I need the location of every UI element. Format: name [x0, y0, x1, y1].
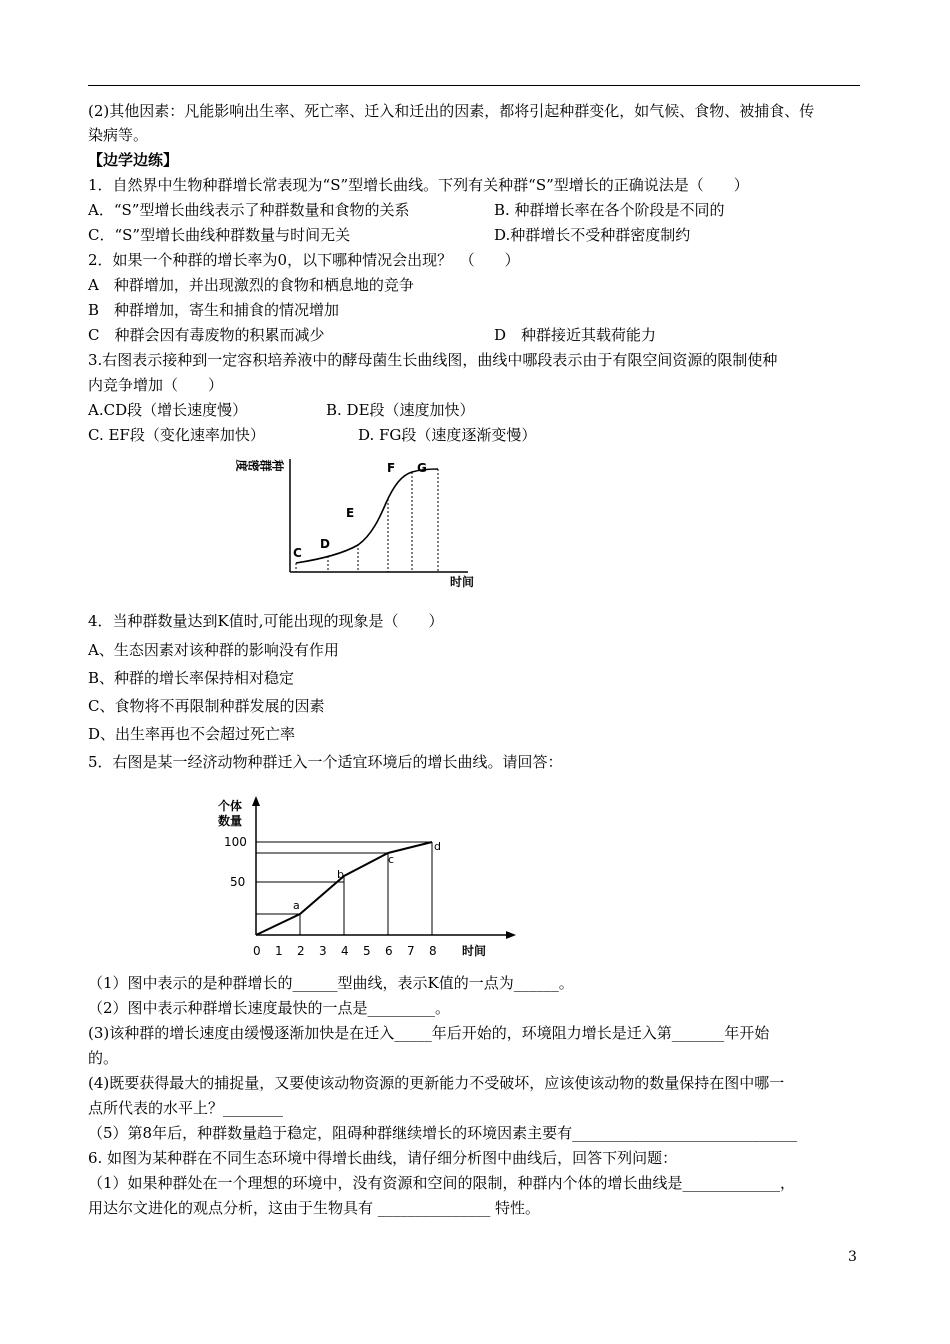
question-4: 4．当种群数量达到K值时,可能出现的现象是（ ）: [88, 612, 444, 630]
x-tick-label: 8: [429, 944, 437, 958]
option-c: C．“S”型增长曲线种群数量与时间无关: [88, 226, 351, 244]
question-2: 2．如果一个种群的增长率为0，以下哪种情况会出现？ （ ）: [88, 251, 520, 269]
y-tick-label: 50: [230, 875, 246, 889]
sub-question: （1）如果种群处在一个理想的环境中，没有资源和空间的限制，种群内个体的增长曲线是_____________，: [88, 1174, 796, 1192]
point-label-c: C: [293, 546, 302, 560]
sub-question: （1）图中表示的是种群增长的______型曲线，表示K值的一点为______。: [88, 974, 574, 992]
option-d: D. FG段（速度逐渐变慢）: [358, 426, 537, 444]
x-tick-label: 5: [363, 944, 371, 958]
sub-question: （5）第8年后，种群数量趋于稳定，阻碍种群继续增长的环境因素主要有______________________________: [88, 1124, 798, 1142]
point-label-d: D: [320, 537, 330, 551]
x-tick-label: 6: [385, 944, 393, 958]
text-line: 内竞争增加（ ）: [88, 376, 224, 394]
point-label-e: E: [346, 506, 355, 520]
y-axis-label: 种群密度: [236, 458, 284, 472]
question-3: 3.右图表示接种到一定容积培养液中的酵母菌生长曲线图，曲线中哪段表示由于有限空间资源的限制使种: [88, 351, 778, 369]
x-axis-label: 时间: [462, 944, 487, 958]
x-tick-label: 2: [297, 944, 305, 958]
text-line: 用达尔文进化的观点分析，这由于生物具有 _______________ 特性。: [88, 1199, 541, 1217]
option-d: D 种群接近其载荷能力: [494, 326, 657, 344]
section-heading: 【边学边练】: [88, 151, 179, 169]
growth-curve-figure: [236, 455, 492, 590]
point-label-f: F: [387, 461, 396, 475]
x-tick-label: 7: [407, 944, 415, 958]
option-b: B. DE段（速度加快）: [326, 401, 475, 419]
option-b: B 种群增加，寄生和捕食的情况增加: [88, 301, 340, 319]
point-label-d: d: [434, 840, 441, 853]
option-a: A.CD段（增长速度慢）: [88, 401, 248, 419]
point-label-b: b: [337, 868, 344, 881]
question-1: 1．自然界中生物种群增长常表现为“S”型增长曲线。下列有关种群“S”型增长的正确说法是（ ）: [88, 176, 749, 194]
x-axis-label: 时间: [450, 575, 475, 589]
y-axis-label: 数量: [218, 814, 243, 828]
header-rule: [88, 85, 860, 86]
point-label-c: c: [388, 853, 395, 866]
x-tick-label: 1: [275, 944, 283, 958]
page-number: 3: [848, 1249, 857, 1265]
question-5: 5．右图是某一经济动物种群迁入一个适宜环境后的增长曲线。请回答：: [88, 753, 563, 771]
option-b: B、种群的增长率保持相对稳定: [88, 669, 295, 687]
s-curve: [296, 469, 438, 563]
y-axis-label: 个体: [218, 799, 243, 813]
sub-question: (4)既要获得最大的捕捉量，又要使该动物资源的更新能力不受破坏，应该使该动物的数量保持在图中哪一: [88, 1074, 785, 1092]
option-b: B. 种群增长率在各个阶段是不同的: [494, 201, 725, 219]
text-line: 点所代表的水平上？________: [88, 1099, 284, 1117]
question-6: 6. 如图为某种群在不同生态环境中得增长曲线，请仔细分析图中曲线后，回答下列问题：: [88, 1149, 678, 1167]
sub-question: (3)该种群的增长速度由缓慢逐渐加快是在迁入_____年后开始的，环境阻力增长是迁入第_______年开始: [88, 1024, 770, 1042]
sub-question: （2）图中表示种群增长速度最快的一点是_________。: [88, 999, 451, 1017]
text-line: (2)其他因素：凡能影响出生率、死亡率、迁入和迁出的因素，都将引起种群变化，如气候、食物、被捕食、传: [88, 102, 815, 120]
text-line: 染病等。: [88, 126, 149, 144]
point-label-a: a: [293, 899, 300, 912]
x-tick-label: 4: [341, 944, 349, 958]
option-a: A 种群增加，并出现激烈的食物和栖息地的竞争: [88, 276, 414, 294]
x-tick-label: 3: [319, 944, 327, 958]
option-d: D.种群增长不受种群密度制约: [494, 226, 691, 244]
x-tick-label: 0: [253, 944, 261, 958]
point-label-g: G: [417, 461, 427, 475]
text-line: 的。: [88, 1049, 119, 1067]
option-d: D、出生率再也不会超过死亡率: [88, 725, 296, 743]
option-a: A．“S”型增长曲线表示了种群数量和食物的关系: [88, 201, 410, 219]
y-tick-label: 100: [224, 835, 247, 849]
option-a: A、生态因素对该种群的影响没有作用: [88, 641, 339, 659]
option-c: C、食物将不再限制种群发展的因素: [88, 697, 325, 715]
option-c: C 种群会因有毒废物的积累而减少: [88, 326, 325, 344]
option-c: C. EF段（变化速率加快）: [88, 426, 265, 444]
population-curve-figure: [212, 792, 522, 964]
